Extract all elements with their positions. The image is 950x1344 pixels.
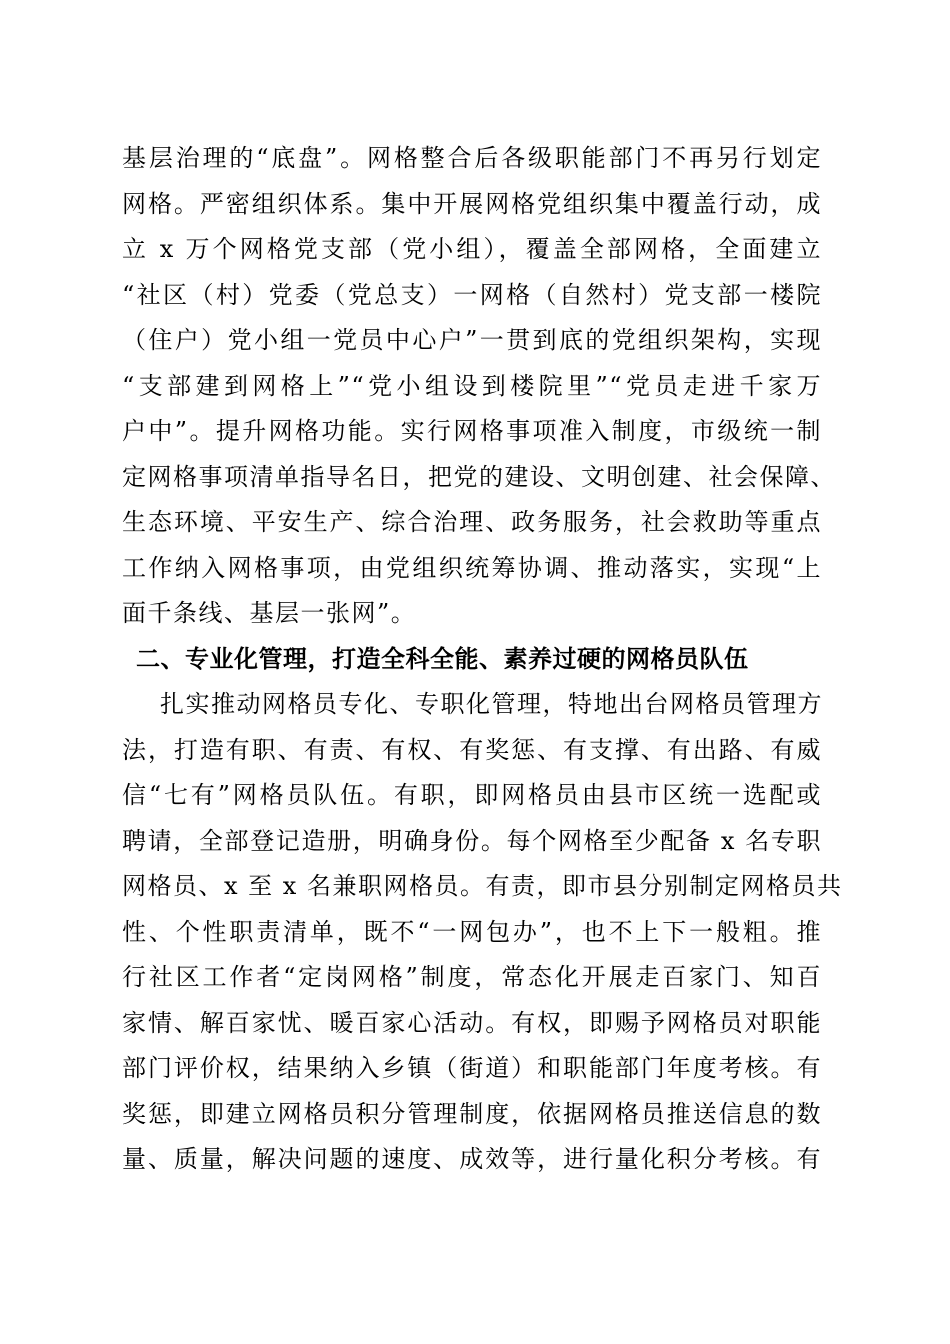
text-line: 信“七有”网格员队伍。有职，即网格员由县市区统一选配或 (122, 781, 822, 809)
text-line: 立 x 万个网格党支部（党小组），覆盖全部网格，全面建立 (122, 235, 822, 263)
text-line: 户中”。提升网格功能。实行网格事项准入制度，市级统一制 (122, 417, 822, 445)
text-line: 网格员、x 至 x 名兼职网格员。有责，即市县分别制定网格员共 (122, 872, 843, 900)
text-line: 工作纳入网格事项，由党组织统筹协调、推动落实，实现“上 (122, 553, 822, 582)
text-line: （住户）党小组一党员中心户”一贯到底的党组织架构，实现 (122, 326, 822, 354)
text-line: 生态环境、平安生产、综合治理、政务服务，社会救助等重点 (122, 508, 822, 536)
text-line: 行社区工作者“定岗网格”制度，常态化开展走百家门、知百 (122, 963, 822, 991)
text-line: 定网格事项清单指导名日，把党的建设、文明创建、社会保障、 (122, 462, 836, 491)
text-line: 量、质量，解决问题的速度、成效等，进行量化积分考核。有 (122, 1145, 822, 1173)
text-line: 部门评价权，结果纳入乡镇（街道）和职能部门年度考核。有 (122, 1054, 822, 1082)
text-line: “支部建到网格上”“党小组设到楼院里”“党员走进千家万 (122, 371, 822, 400)
section-heading: 二、专业化管理，打造全科全能、素养过硬的网格员队伍 (136, 644, 749, 673)
text-line: “社区（村）党委（党总支）一网格（自然村）党支部一楼院 (122, 280, 822, 309)
text-line: 网格。严密组织体系。集中开展网格党组织集中覆盖行动，成 (122, 189, 822, 218)
text-line: 性、个性职责清单，既不“一网包办”，也不上下一般粗。推 (122, 917, 822, 946)
paragraph-1 (122, 136, 836, 637)
text-line: 法，打造有职、有责、有权、有奖惩、有支撑、有出路、有威 (122, 735, 822, 764)
text-line: 聘请，全部登记造册，明确身份。每个网格至少配备 x 名专职 (122, 826, 822, 855)
text-line: 基层治理的“底盘”。网格整合后各级职能部门不再另行划定 (122, 144, 822, 172)
paragraph-2 (122, 682, 843, 1183)
text-line: 面千条线、基层一张网”。 (122, 599, 417, 627)
text-line: 扎实推动网格员专化、专职化管理，特地出台网格员管理方 (160, 690, 823, 718)
text-line: 奖惩，即建立网格员积分管理制度，依据网格员推送信息的数 (122, 1099, 822, 1128)
text-line: 家情、解百家忧、暖百家心活动。有权，即赐予网格员对职能 (122, 1008, 822, 1037)
document-body (122, 136, 843, 1183)
